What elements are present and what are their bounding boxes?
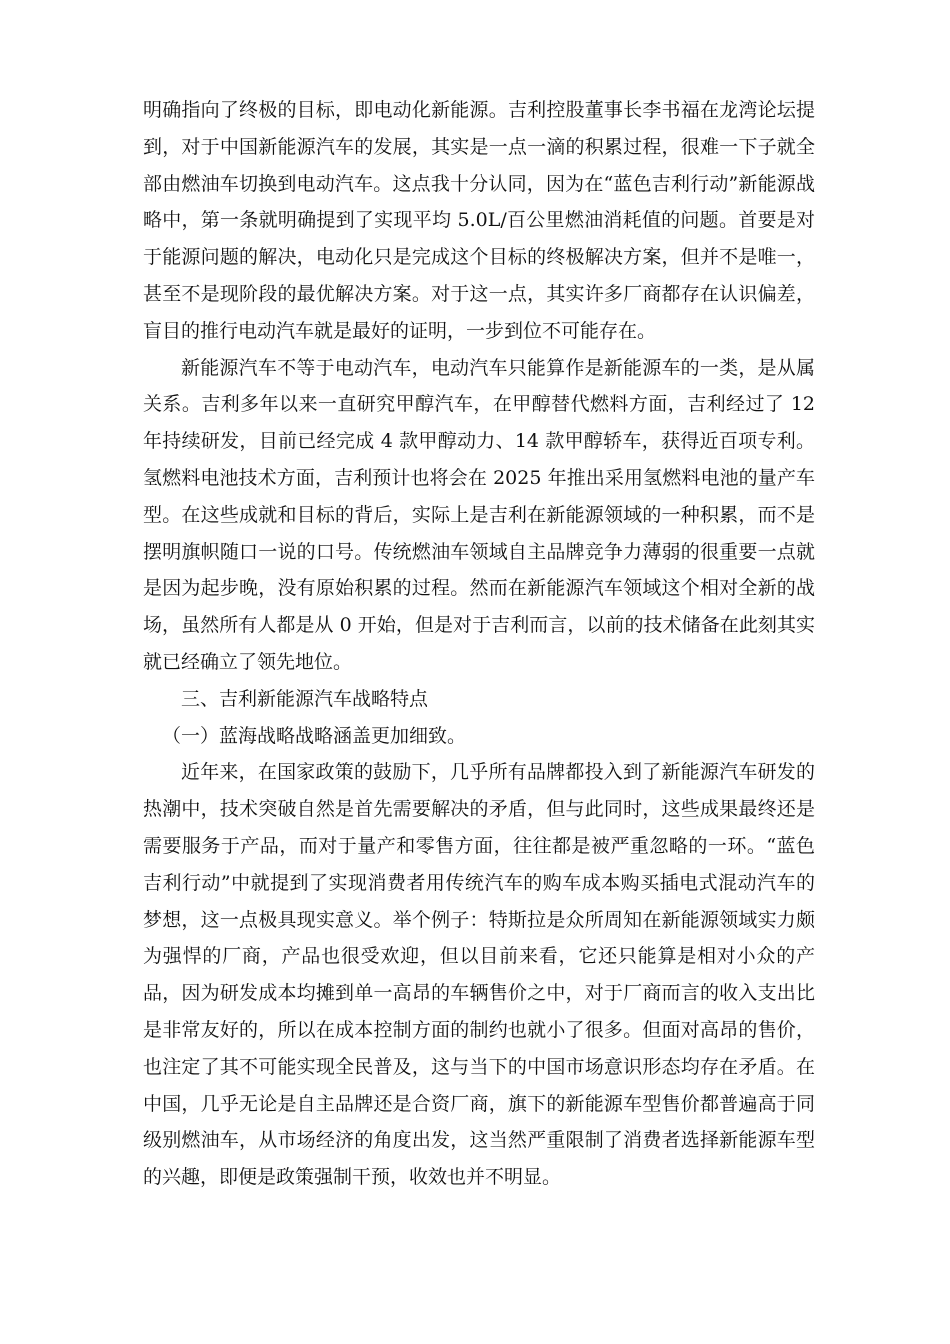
subsection-heading: （一）蓝海战略战略涵盖更加细致。 xyxy=(162,724,467,747)
section-heading: 三、吉利新能源汽车战略特点 xyxy=(181,687,429,710)
document-body xyxy=(143,92,815,1196)
paragraph-blue-ocean-strategy: 近年来，在国家政策的鼓励下，几乎所有品牌都投入到了新能源汽车研发的热潮中，技术突破自然是首先需要解决的矛盾，但与此同时，这些成果最终还是需要服务于产品，而对于量产和零售方面，往往都是被严重忽略的一环。“蓝色吉利行动”中就提到了实现消费者用传统汽车的购车成本购买插电式混动汽车的梦想，这一点极具现实意义。举个例子：特斯拉是众所周知在新能源领域实力颇为强悍的厂商，产品也很受欢迎，但以目前来看，它还只能算是相对小众的产品，因为研发成本均摊到单一高昂的车辆售价之中，对于厂商而言的收入支出比是非常友好的，所以在成本控制方面的制约也就小了很多。但面对高昂的售价，也注定了其不可能实现全民普及，这与当下的中国市场意识形态均存在矛盾。在中国，几乎无论是自主品牌还是合资厂商，旗下的新能源车型售价都普遍高于同级别燃油车，从市场经济的角度出发，这当然严重限制了消费者选择新能源车型的兴趣，即便是政策强制干预，收效也并不明显。 xyxy=(143,761,815,1189)
paragraph-new-energy-definition: 新能源汽车不等于电动汽车，电动汽车只能算作是新能源车的一类，是从属关系。吉利多年以来一直研究甲醇汽车，在甲醇替代燃料方面，吉利经过了 12 年持续研发，目前已经完成 4 款甲醇动力、14 款甲醇轿车，获得近百项专利。氢燃料电池技术方面，吉利预计也将会在 2025 年推出采用氢燃料电池的量产车型。在这些成就和目标的背后，实际上是吉利在新能源领域的一种积累，而不是摆明旗帜随口一说的口号。传统燃油车领域自主品牌竞争力薄弱的很重要一点就是因为起步晚，没有原始积累的过程。然而在新能源汽车领域这个相对全新的战场，虽然所有人都是从 0 开始，但是对于吉利而言，以前的技术储备在此刻其实就已经确立了领先地位。 xyxy=(143,356,815,673)
paragraph-energy-goal: 明确指向了终极的目标，即电动化新能源。吉利控股董事长李书福在龙湾论坛提到，对于中国新能源汽车的发展，其实是一点一滴的积累过程，很难一下子就全部由燃油车切换到电动汽车。这点我十分认同，因为在“蓝色吉利行动”新能源战略中，第一条就明确提到了实现平均 5.0L/百公里燃油消耗值的问题。首要是对于能源问题的解决，电动化只是完成这个目标的终极解决方案，但并不是唯一，甚至不是现阶段的最优解决方案。对于这一点，其实许多厂商都存在认识偏差，盲目的推行电动汽车就是最好的证明，一步到位不可能存在。 xyxy=(143,99,815,342)
